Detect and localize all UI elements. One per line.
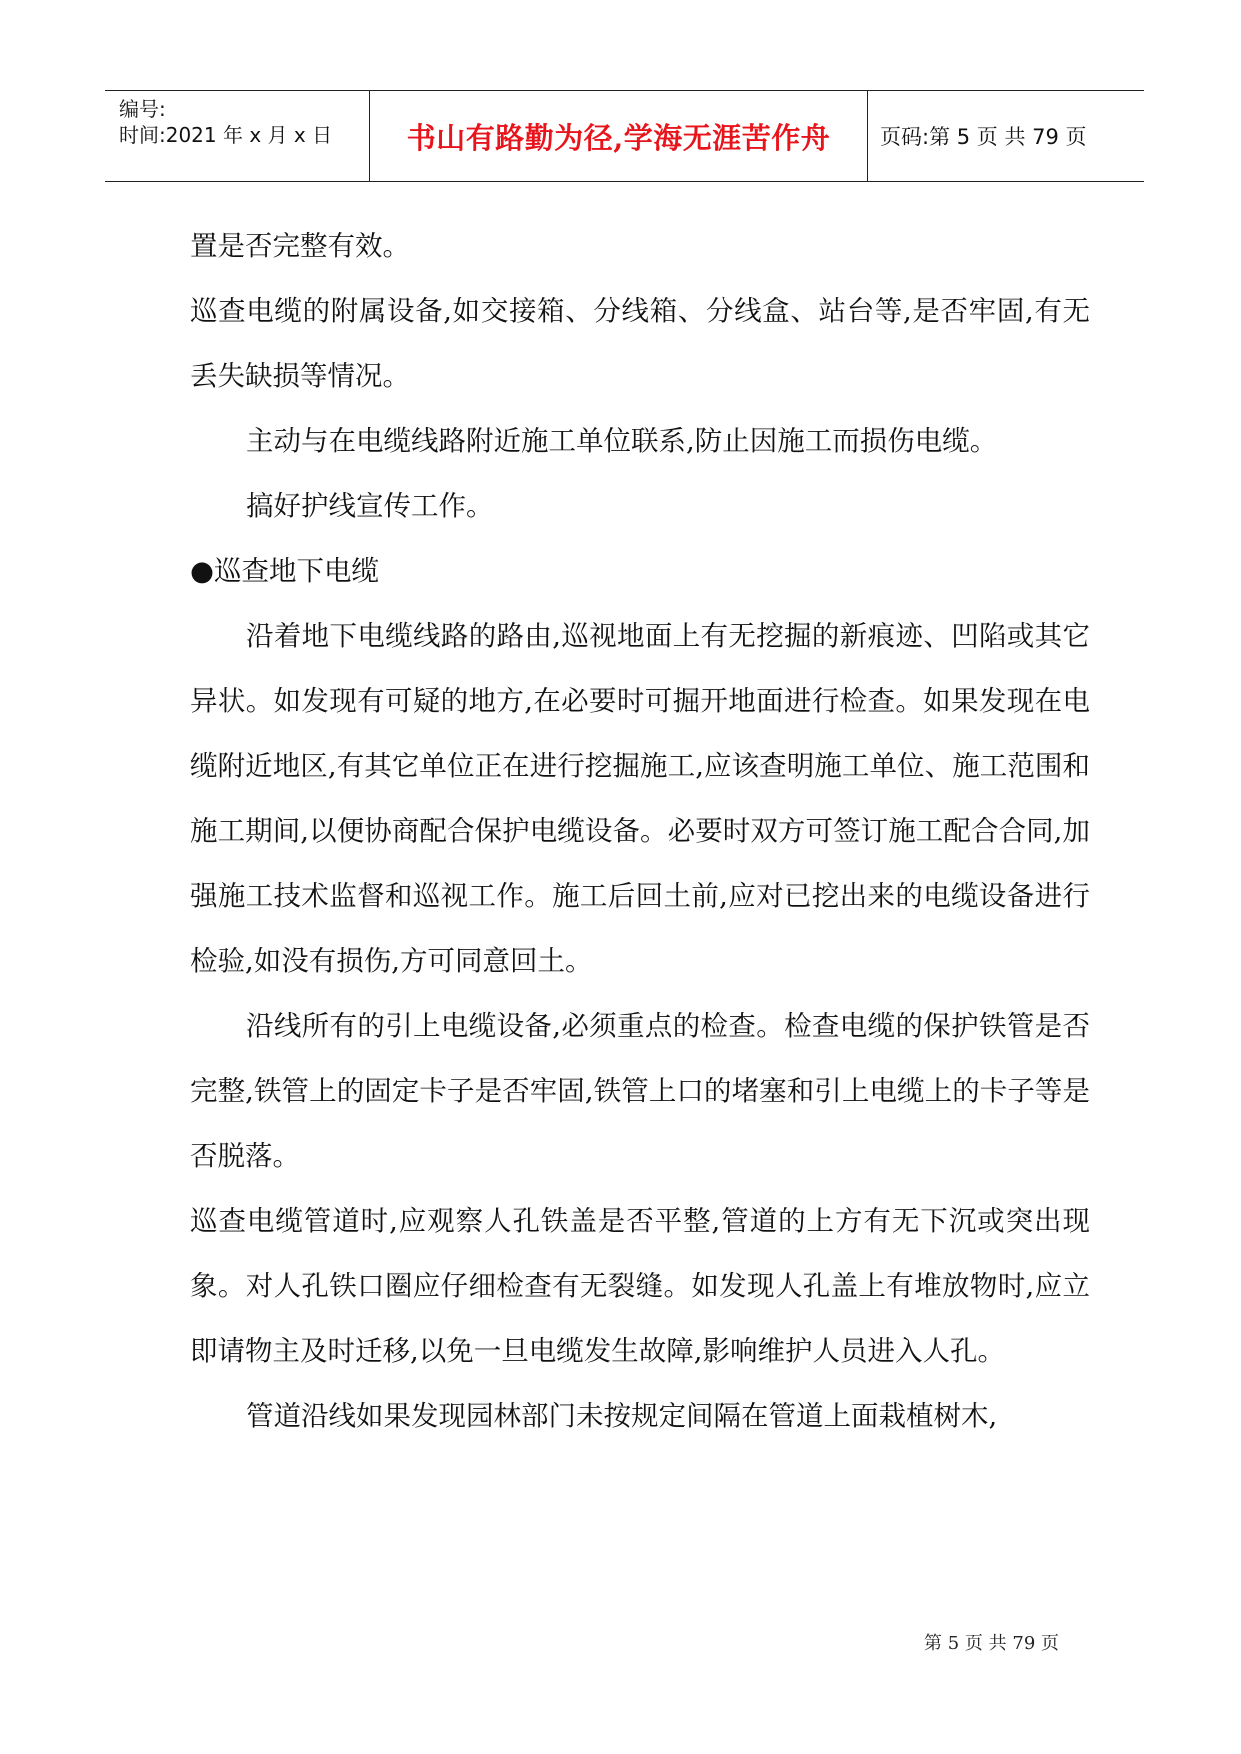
paragraph: 沿着地下电缆线路的路由,巡视地面上有无挖掘的新痕迹、凹陷或其它异状。如发现有可疑的地方,在必要时可掘开地面进行检查。如果发现在电缆附近地区,有其它单位正在进行挖掘施工,应该查明施工单位、施工范围和施工期间,以便协商配合保护电缆设备。必要时双方可签订施工配合合同,加强施工技术监督和巡视工作。施工后回土前,应对已挖出来的电缆设备进行检验,如没有损伤,方可同意回土。: [190, 620, 1090, 977]
header-page-cell: [868, 91, 1144, 181]
page-code-label: 页码:第 5 页 共 79 页: [880, 125, 1087, 149]
date-label: 时间:2021 年 x 月 x 日: [119, 123, 333, 147]
page-header: [105, 90, 1144, 182]
header-meta-cell: [105, 91, 370, 181]
section-heading: ●巡查地下电缆: [190, 555, 379, 587]
paragraph: 沿线所有的引上电缆设备,必须重点的检查。检查电缆的保护铁管是否完整,铁管上的固定卡子是否牢固,铁管上口的堵塞和引上电缆上的卡子等是否脱落。: [190, 1010, 1090, 1172]
paragraph: 巡查电缆的附属设备,如交接箱、分线箱、分线盒、站台等,是否牢固,有无丢失缺损等情况。: [190, 295, 1090, 392]
paragraph: 巡查电缆管道时,应观察人孔铁盖是否平整,管道的上方有无下沉或突出现象。对人孔铁口圈应仔细检查有无裂缝。如发现人孔盖上有堆放物时,应立即请物主及时迁移,以免一旦电缆发生故障,影响维护人员进入人孔。: [190, 1205, 1090, 1367]
header-motto-cell: [370, 91, 868, 181]
document-body: [190, 214, 1090, 1449]
paragraph: 管道沿线如果发现园林部门未按规定间隔在管道上面栽植树木,: [246, 1400, 998, 1432]
paragraph: 主动与在电缆线路附近施工单位联系,防止因施工而损伤电缆。: [246, 425, 998, 457]
paragraph: 搞好护线宣传工作。: [246, 490, 494, 522]
page-footer: 第 5 页 共 79 页: [924, 1633, 1059, 1654]
motto-text: 书山有路勤为径,学海无涯苦作舟: [406, 120, 831, 155]
paragraph: 置是否完整有效。: [190, 230, 410, 262]
serial-number-label: 编号:: [119, 97, 166, 121]
